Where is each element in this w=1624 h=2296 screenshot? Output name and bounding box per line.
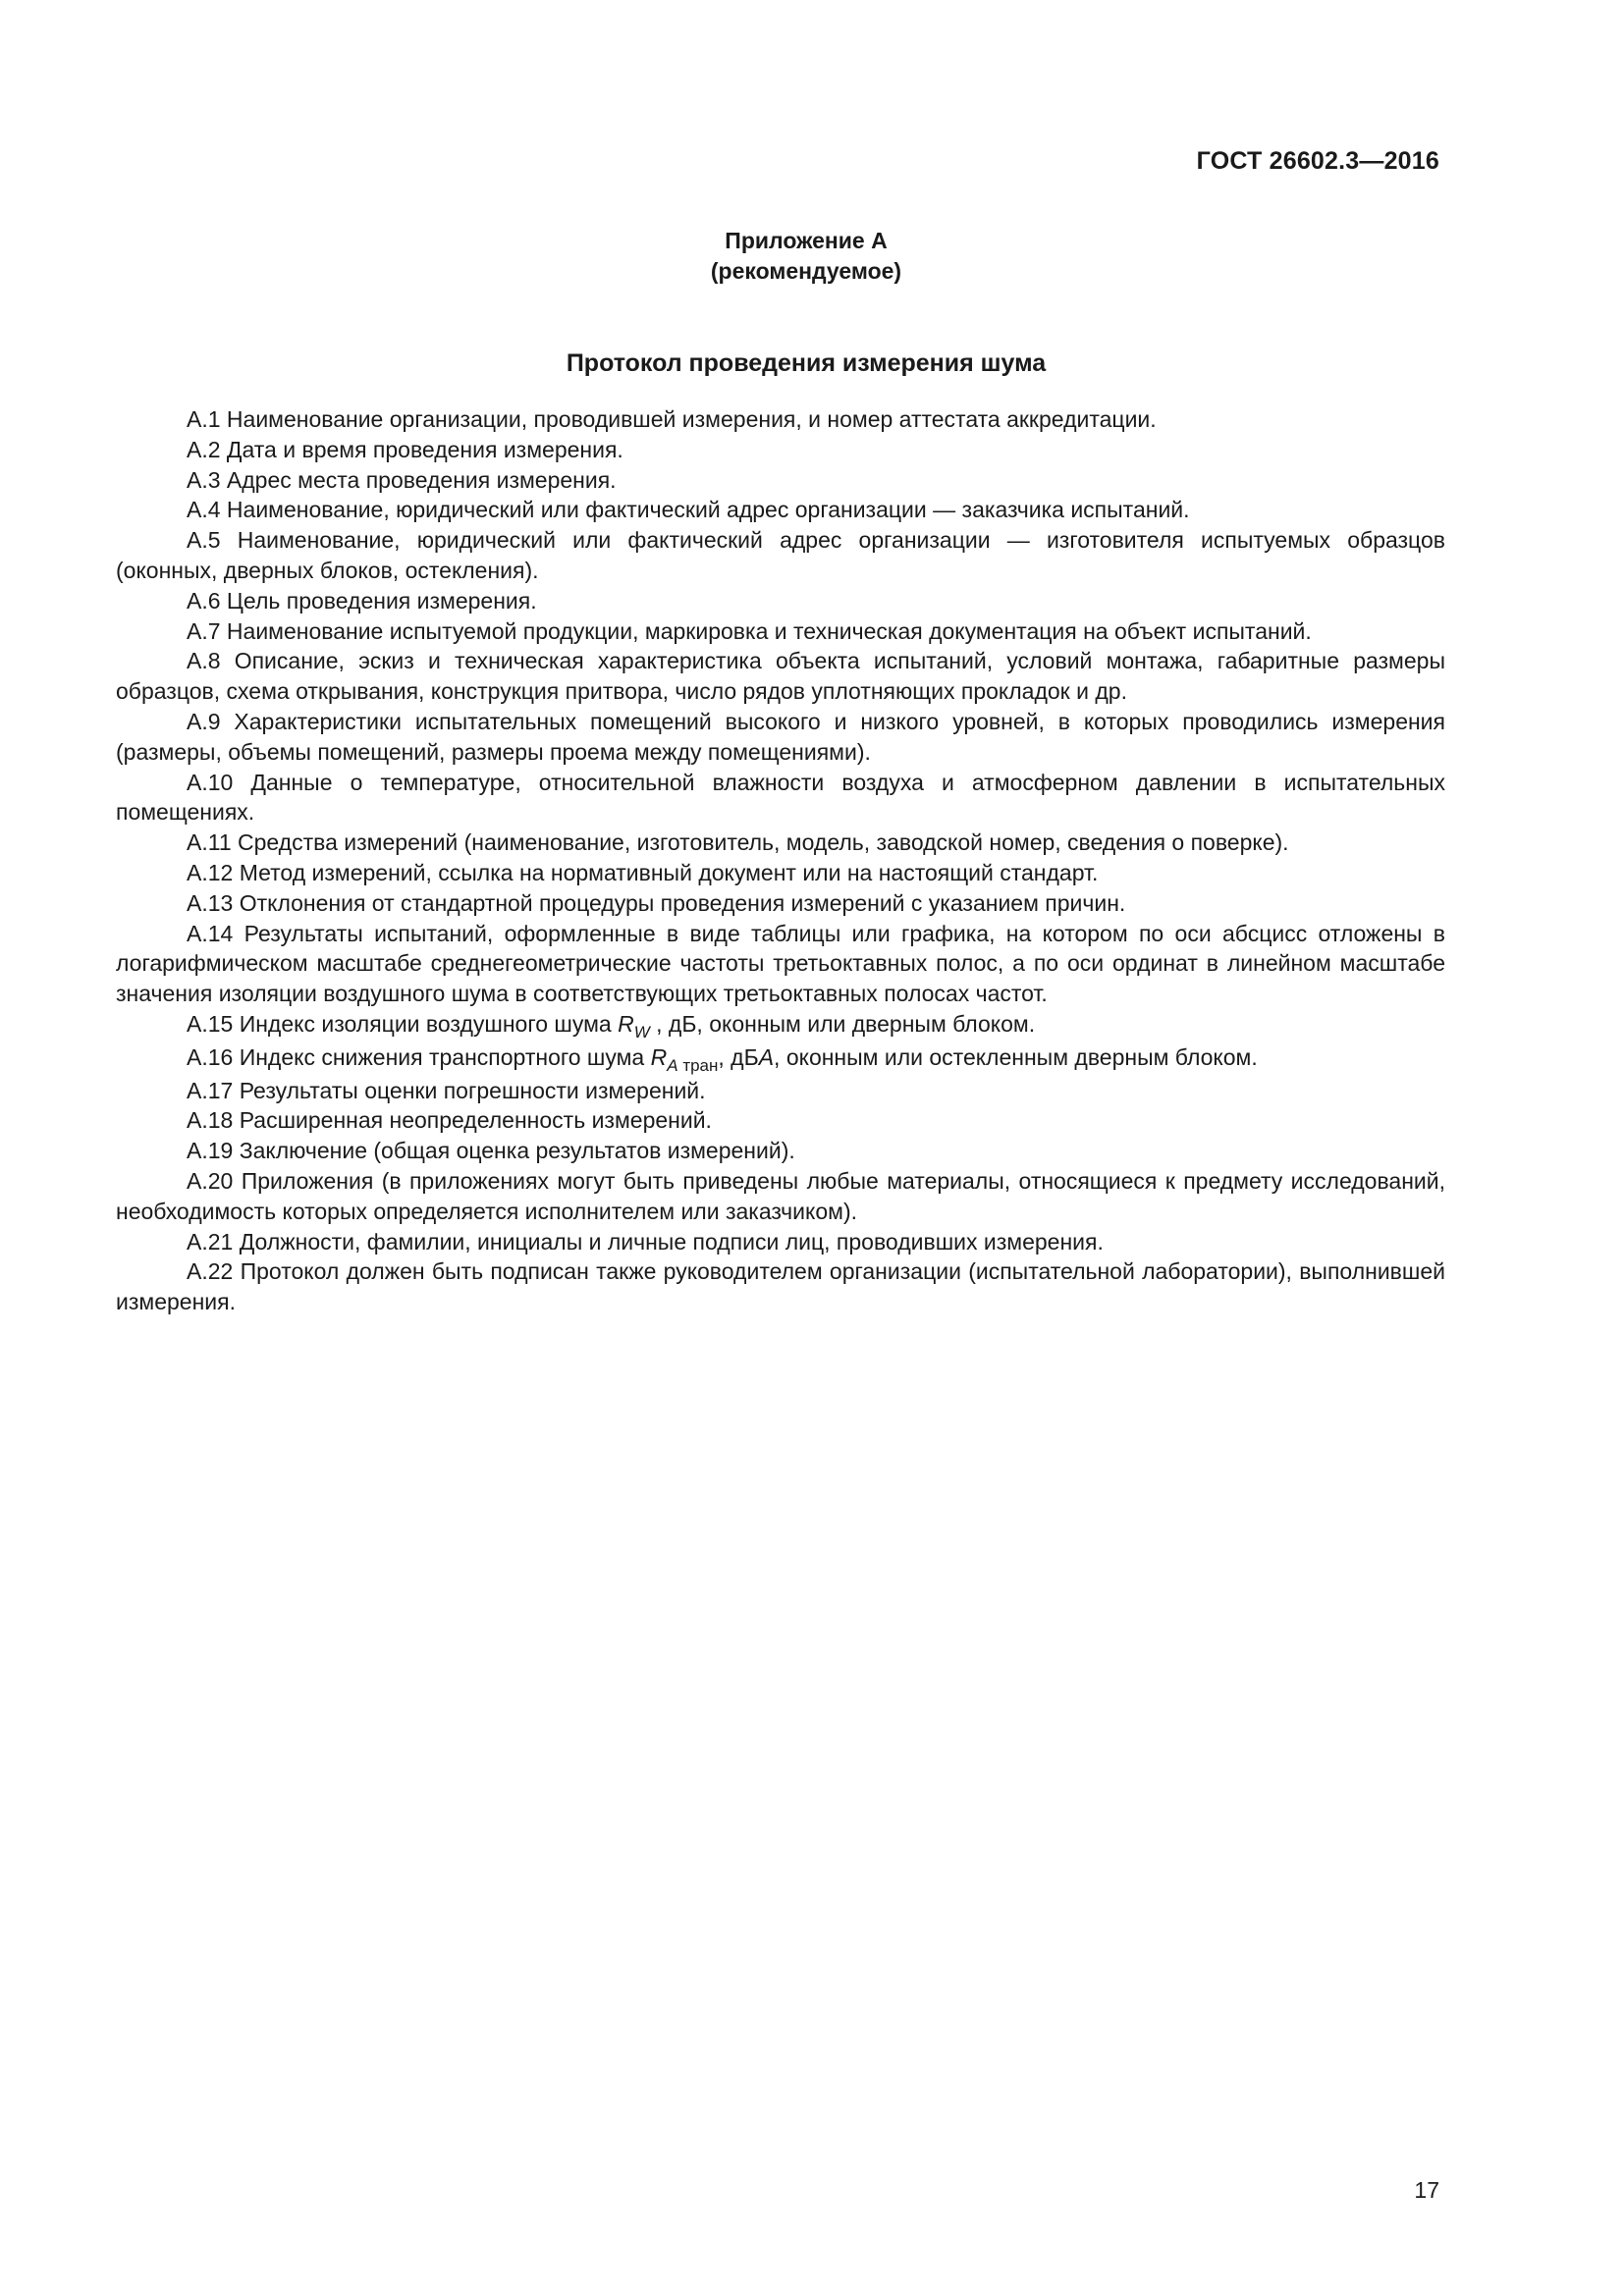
item-a13: А.13 Отклонения от стандартной процедуры проведения измерений с указанием причин.: [187, 889, 1126, 916]
appendix-status: (рекомендуемое): [710, 258, 902, 284]
item-a3: А.3 Адрес места проведения измерения.: [187, 466, 617, 493]
item-a5: А.5 Наименование, юридический или фактический адрес организации — изготовителя испытуемых образцов (оконных, дверных блоков, остекления).: [116, 527, 1445, 583]
item-a4: А.4 Наименование, юридический или фактический адрес организации — заказчика испытаний.: [187, 497, 1190, 523]
item-a1: А.1 Наименование организации, проводившей измерения, и номер аттестата аккредитации.: [187, 406, 1157, 432]
item-a15-text: А.15 Индекс изоляции воздушного шума: [187, 1010, 619, 1037]
item-a6: А.6 Цель проведения измерения.: [187, 587, 537, 614]
item-a18: А.18 Расширенная неопределенность измерений.: [187, 1107, 712, 1134]
item-a14: А.14 Результаты испытаний, оформленные в виде таблицы или графика, на котором по оси абсцисс отложены в логарифмическом масштабе среднегеометрические частоты третьоктавных полос, а по оси ординат в линейном масштабе значения изоляции воздушного шума в соответствующих третьоктавных полосах частот.: [116, 920, 1445, 1007]
item-a2: А.2 Дата и время проведения измерения.: [187, 436, 623, 462]
item-a8: А.8 Описание, эскиз и техническая характеристика объекта испытаний, условий монтажа, габаритные размеры образцов, схема открывания, конструкция притвора, число рядов уплотняющих прокладок и др.: [116, 648, 1445, 705]
item-a19: А.19 Заключение (общая оценка результатов измерений).: [187, 1138, 795, 1164]
section-title: Протокол проведения измерения шума: [566, 349, 1047, 377]
item-a16-unit: , дБ: [718, 1043, 759, 1070]
appendix-title: Приложение А: [725, 228, 888, 253]
ra-symbol: R: [650, 1043, 668, 1070]
item-a21: А.21 Должности, фамилии, инициалы и личные подписи лиц, проводивших измерения.: [187, 1228, 1104, 1255]
item-a7: А.7 Наименование испытуемой продукции, маркировка и техническая документация на объект испытаний.: [187, 617, 1312, 644]
item-a17: А.17 Результаты оценки погрешности измерений.: [187, 1077, 706, 1103]
rw-symbol: R: [618, 1010, 634, 1037]
item-a15-tail: , дБ, оконным или дверным блоком.: [649, 1010, 1036, 1037]
document-body: [116, 404, 1445, 1317]
item-a16-text: А.16 Индекс снижения транспортного шума: [187, 1043, 651, 1070]
item-a16-tail: , оконным или остекленным дверным блоком.: [774, 1043, 1258, 1070]
appendix-heading: [0, 226, 1624, 287]
item-a16: [116, 1042, 1445, 1076]
rw-subscript: W: [633, 1022, 650, 1041]
document-code: ГОСТ 26602.3—2016: [1196, 147, 1439, 175]
ra-subscript: [667, 1056, 718, 1075]
page-number: 17: [1414, 2177, 1439, 2203]
item-a11: А.11 Средства измерений (наименование, изготовитель, модель, заводской номер, сведения о поверке).: [187, 829, 1289, 856]
section-title-wrap: [0, 349, 1624, 378]
item-a10: А.10 Данные о температуре, относительной влажности воздуха и атмосферном давлении в испытательных помещениях.: [116, 769, 1445, 826]
item-a16-unit-a: А: [758, 1043, 775, 1070]
item-a12: А.12 Метод измерений, ссылка на нормативный документ или на настоящий стандарт.: [187, 859, 1099, 885]
item-a22: А.22 Протокол должен быть подписан также руководителем организации (испытательной лаборатории), выполнившей измерения.: [116, 1258, 1445, 1315]
ra-subscript-rest: тран: [677, 1055, 719, 1075]
item-a20: А.20 Приложения (в приложениях могут быть приведены любые материалы, относящиеся к предмету исследований, необходимость которых определяется исполнителем или заказчиком).: [116, 1167, 1445, 1224]
item-a15: [116, 1009, 1445, 1042]
ra-subscript-a: A: [667, 1055, 678, 1075]
item-a9: А.9 Характеристики испытательных помещений высокого и низкого уровней, в которых проводились измерения (размеры, объемы помещений, размеры проема между помещениями).: [116, 708, 1445, 765]
